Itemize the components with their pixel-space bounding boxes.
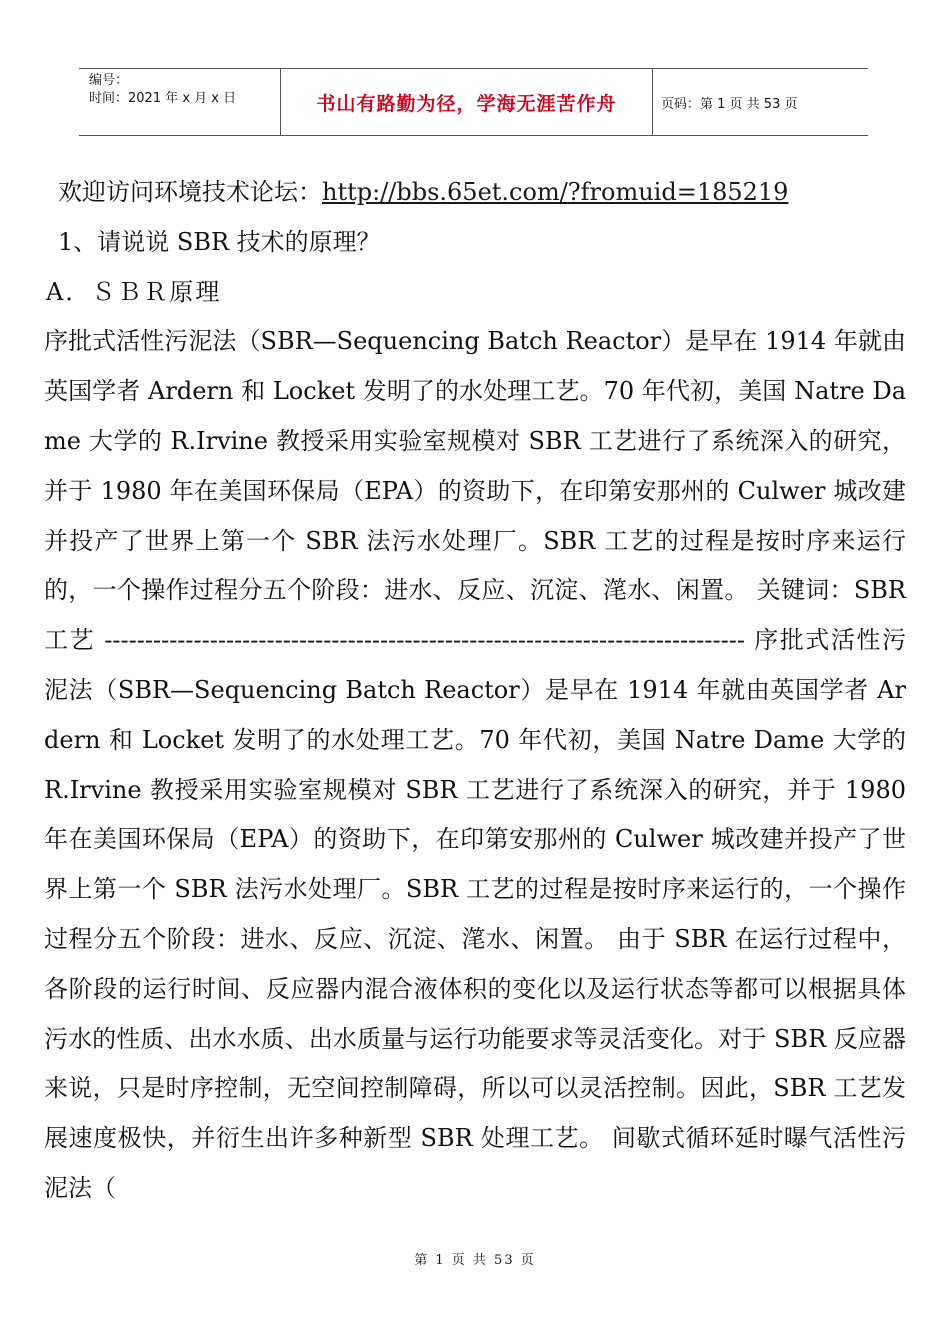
header-page-info: 页码：第 1 页 共 53 页 (661, 96, 798, 112)
page-footer: 第 1 页 共 53 页 (414, 1253, 536, 1268)
document-number: 编号： (89, 73, 129, 88)
section-title: A．ＳＢＲ原理 (46, 277, 222, 306)
question-heading: 1、请说说 SBR 技术的原理？ (58, 227, 381, 256)
page-header (79, 68, 868, 136)
intro-line (44, 168, 906, 218)
forum-link[interactable]: http://bbs.65et.com/?fromuid=185219 (322, 178, 789, 206)
intro-prefix: 欢迎访问环境技术论坛： (58, 178, 322, 206)
header-meta (79, 69, 281, 135)
header-motto: 书山有路勤为径，学海无涯苦作舟 (281, 69, 653, 135)
document-date: 时间：2021 年 x 月 x 日 (89, 91, 237, 106)
body-paragraph: 序批式活性污泥法（SBR—Sequencing Batch Reactor）是早在 1914 年就由英国学者 Ardern 和 Locket 发明了的水处理工艺。70 年代初，美国 Natre Dame 大学的 R.Irvine 教授采用实验室规模对 SBR 工艺进行了系统深入的研究，并于 1980 年在美国环保局（EPA）的资助下，在印第安那州的 Culwer 城改建并投产了世界上第一个 SBR 法污水处理厂。SBR 工艺的过程是按时序来运行的，一个操作过程分五个阶段：进水、反应、沉淀、滗水、闲置。 关键词：SBR 工艺 ------------------------------------------------------------------------------- 序批式活性污泥法（SBR—Sequencing Batch Reactor）是早在 1914 年就由英国学者 Ardern 和 Locket 发明了的水处理工艺。70 年代初，美国 Natre Dame 大学的 R.Irvine 教授采用实验室规模对 SBR 工艺进行了系统深入的研究，并于 1980 年在美国环保局（EPA）的资助下，在印第安那州的 Culwer 城改建并投产了世界上第一个 SBR 法污水处理厂。SBR 工艺的过程是按时序来运行的，一个操作过程分五个阶段：进水、反应、沉淀、滗水、闲置。 由于 SBR 在运行过程中，各阶段的运行时间、反应器内混合液体积的变化以及运行状态等都可以根据具体污水的性质、出水水质、出水质量与运行功能要求等灵活变化。对于 SBR 反应器来说，只是时序控制，无空间控制障碍，所以可以灵活控制。因此，SBR 工艺发展速度极快，并衍生出许多种新型 SBR 处理工艺。 间歇式循环延时曝气活性污泥法（ (44, 327, 906, 1202)
document-body (44, 168, 906, 1214)
